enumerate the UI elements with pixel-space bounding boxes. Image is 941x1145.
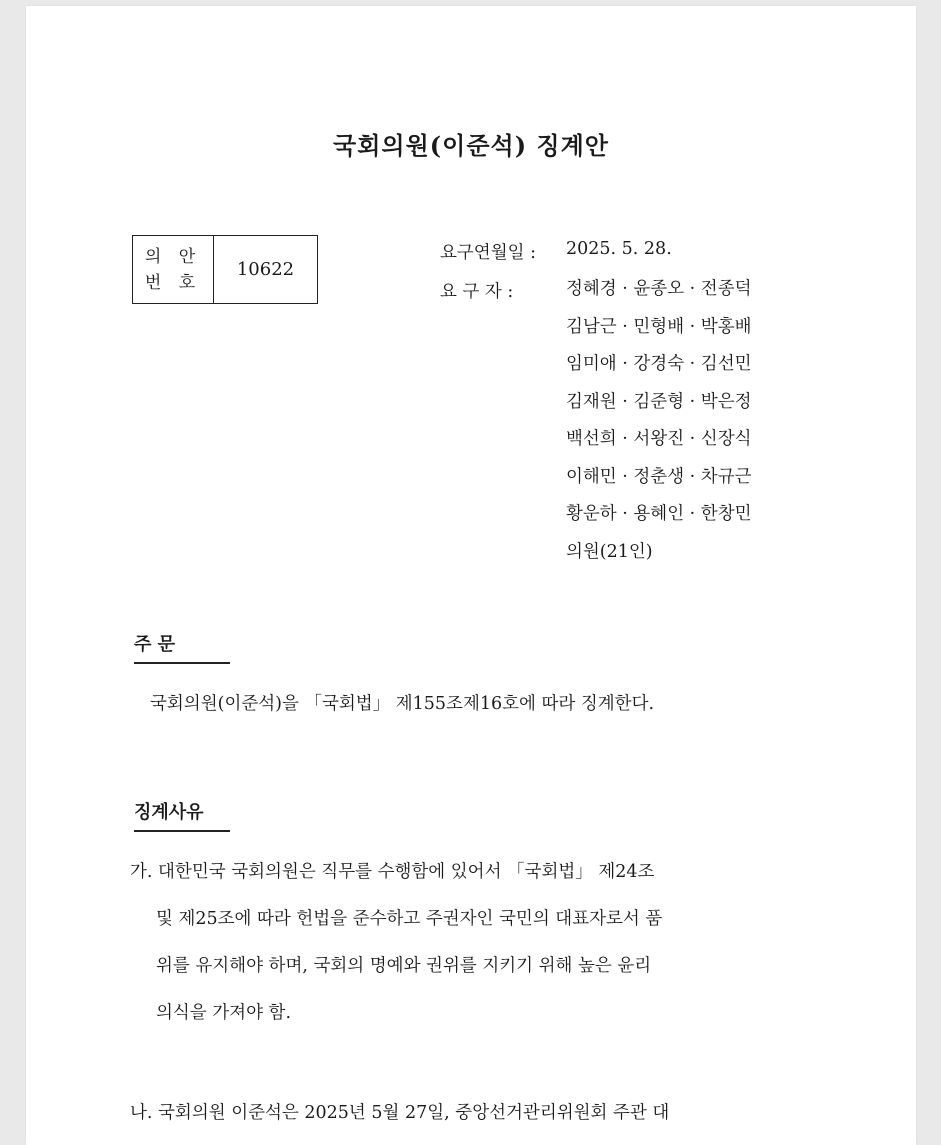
requesters-list xyxy=(566,278,866,578)
requesters-label: 요 구 자 : xyxy=(440,282,514,302)
request-date-label: 요구연월일 : xyxy=(440,243,536,263)
document-page xyxy=(26,6,916,1145)
bill-number-value: 10622 xyxy=(236,259,295,280)
bill-number-label-line2: 번 호 xyxy=(144,272,202,293)
requesters-line: 김남근 · 민형배 · 박홍배 xyxy=(566,316,752,337)
reason-ga-line: 의식을 가져야 함. xyxy=(156,1003,292,1023)
main-order-text: 국회의원(이준석)을 「국회법」 제155조제16호에 따라 징계한다. xyxy=(150,694,655,714)
bill-number-label-line1: 의 안 xyxy=(144,246,202,267)
bill-number-label xyxy=(133,236,214,303)
reason-ga-line: 위를 유지해야 하며, 국회의 명예와 권위를 지키기 위해 높은 윤리 xyxy=(156,956,652,976)
reason-heading: 징계사유 xyxy=(134,798,230,832)
requesters-line: 의원(21인) xyxy=(566,541,653,562)
requesters-line: 임미애 · 강경숙 · 김선민 xyxy=(566,354,752,374)
request-date-value: 2025. 5. 28. xyxy=(566,239,672,259)
requesters-line: 김재원 · 김준형 · 박은정 xyxy=(566,391,752,412)
reason-na-line: 나. 국회의원 이준석은 2025년 5월 27일, 중앙선거관리위원회 주관 대 xyxy=(130,1103,670,1123)
requesters-line: 황운하 · 용혜인 · 한창민 xyxy=(566,504,752,524)
requesters-line: 정혜경 · 윤종오 · 전종덕 xyxy=(566,279,752,299)
reason-ga-line: 및 제25조에 따라 헌법을 준수하고 주권자인 국민의 대표자로서 품 xyxy=(156,909,663,929)
reason-ga-line: 가. 대한민국 국회의원은 직무를 수행함에 있어서 「국회법」 제24조 xyxy=(130,862,655,882)
requesters-line: 백선희 · 서왕진 · 신장식 xyxy=(566,429,752,449)
requesters-line: 이해민 · 정춘생 · 차규근 xyxy=(566,466,752,487)
main-order-heading: 주 문 xyxy=(134,630,230,664)
document-title: 국회의원(이준석) 징계안 xyxy=(333,131,609,160)
bill-number-box xyxy=(132,235,318,304)
